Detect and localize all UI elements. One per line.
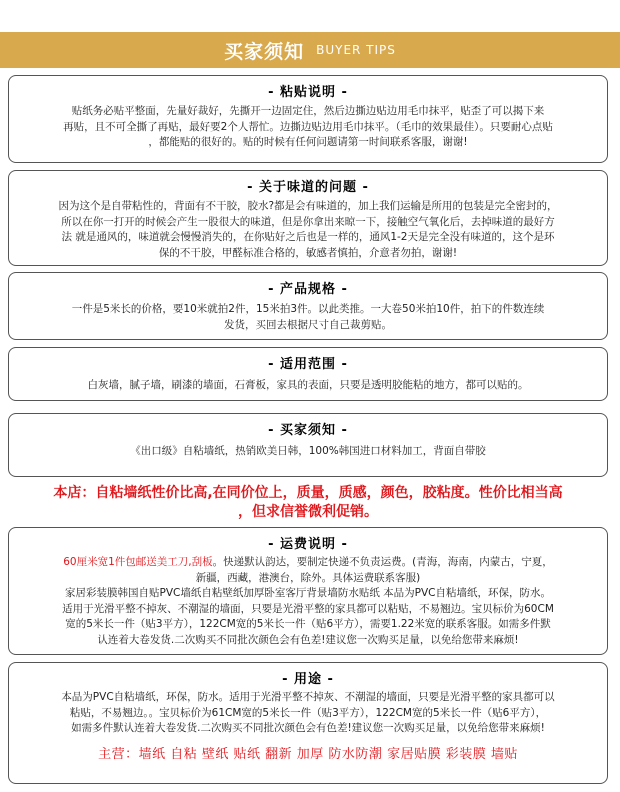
paste-instructions-title: - 粘贴说明 - (268, 85, 348, 100)
free-shipping-highlight: 60厘米宽1件包邮送美工刀,刮板 (63, 556, 213, 568)
scope-line: 白灰墙，腻子墙，刷漆的墙面，石膏板，家具的表面，只要是透明胶能粘的地方，都可以贴的。 (87, 379, 529, 391)
shipping-line-rest: 。快递默认韵达，要制定快递不负责运费。(青海，海南，内蒙古，宁夏， (212, 556, 553, 568)
banner-title-en: BUYER TIPS (316, 43, 396, 57)
buyer-notice-box (8, 413, 608, 477)
shipping-line: 家居彩装膜韩国自贴PVC墙纸自粘壁纸加厚卧室客厅背景墙防水贴纸 本品为PVC自粘墙纸，环保，防水。 (64, 587, 552, 599)
shipping-line: 宽的5米长一件（贴3平方），122CM宽的5米长一件（贴6平方），需要1.22米宽的联系客服。如需多件默 (65, 618, 551, 630)
paste-line: ，都能贴的很好的。贴的时候有任何问题请第一时间联系客服，谢谢! (148, 136, 468, 148)
smell-issue-title: - 关于味道的问题 - (247, 180, 369, 195)
usage-line: 粘贴，不易翘边。。宝贝标价为61CM宽的5米长一件（贴3平方），122CM宽的5米长一件（贴6平方）， (69, 706, 547, 719)
product-spec-box (8, 272, 608, 340)
smell-line: 所以在你一打开的时候会产生一股很大的味道，但是你拿出来晾一下，接触空气氧化后，去掉味道的最好方 (61, 215, 555, 228)
usage-line: 本品为PVC自粘墙纸，环保，防水。适用于光滑平整不掉灰、不潮湿的墙面，只要是光滑平整的家具都可以 (61, 691, 555, 703)
store-note (8, 484, 608, 522)
spec-line: 一件是5米长的价格，要10米就拍2件，15米拍3件。以此类推。一大卷50米拍10件，拍下的件数连续 (71, 303, 545, 315)
usage-title: - 用途 - (282, 672, 334, 687)
usage-scope-box (8, 347, 608, 401)
store-note-line: 本店：自粘墙纸性价比高,在同价位上，质量，质感，颜色，胶粘度。性价比相当高 (53, 485, 563, 501)
shipping-line: 新疆，西藏，港澳台，除外。具体运费联系客服) (195, 571, 421, 584)
notice-line: 《出口级》自粘墙纸，热销欧美日韩，100%韩国进口材料加工，背面自带胶 (130, 445, 486, 457)
smell-issue-box (8, 170, 608, 266)
paste-line: 再贴，且不可全撕了再贴，最好要2个人帮忙。边撕边贴边用毛巾抹平。（毛巾的效果最佳）。只要耐心点贴 (63, 120, 553, 133)
shipping-info-box (8, 527, 608, 655)
store-note-line: ，但求信誉微利促销。 (238, 504, 378, 520)
spec-line: 发货，买回去根据尺寸自己裁剪贴。 (224, 318, 392, 331)
product-spec-title: - 产品规格 - (268, 282, 348, 297)
buyer-tips-banner (0, 32, 620, 68)
smell-line: 保的不干胶，甲醛标准合格的，敏感者慎拍，介意者勿拍，谢谢! (158, 246, 458, 259)
shipping-line: 认连着大卷发货.二次购买不同批次颜色会有色差!建议您一次购买足量，以免给您带来麻烦! (97, 633, 519, 646)
smell-line: 因为这个是自带粘性的，背面有不干胶，胶水?都是会有味道的，加上我们运输是所用的包装是完全密封的， (58, 200, 558, 212)
paste-line: 贴纸务必贴平整面，先量好裁好，先撕开一边固定住，然后边撕边贴边用毛巾抹平，贴歪了可以揭下来 (71, 105, 545, 117)
buyer-notice-title: - 买家须知 - (268, 423, 348, 438)
shipping-info-title: - 运费说明 - (268, 537, 348, 552)
main-business-line: 主营：墙纸 自粘 壁纸 贴纸 翻新 加厚 防水防潮 家居贴膜 彩装膜 墙贴 (98, 746, 518, 762)
banner-title-cn: 买家须知 (224, 40, 305, 63)
paste-instructions-box (8, 75, 608, 163)
shipping-line: 适用于光滑平整不掉灰、不潮湿的墙面，只要是光滑平整的家具都可以粘贴，不易翘边。宝贝标价为60CM (62, 602, 554, 615)
smell-line: 法 就是通风的，味道就会慢慢消失的，在你贴好之后也是一样的，通风1-2天是完全没有味道的，这个是环 (61, 231, 555, 243)
shipping-line (21, 555, 595, 571)
usage-line: 如需多件默认连着大卷发货.二次购买不同批次颜色会有色差!建议您一次购买足量，以免给您带来麻烦! (71, 722, 545, 734)
usage-scope-title: - 适用范围 - (268, 357, 348, 372)
usage-box (8, 662, 608, 784)
